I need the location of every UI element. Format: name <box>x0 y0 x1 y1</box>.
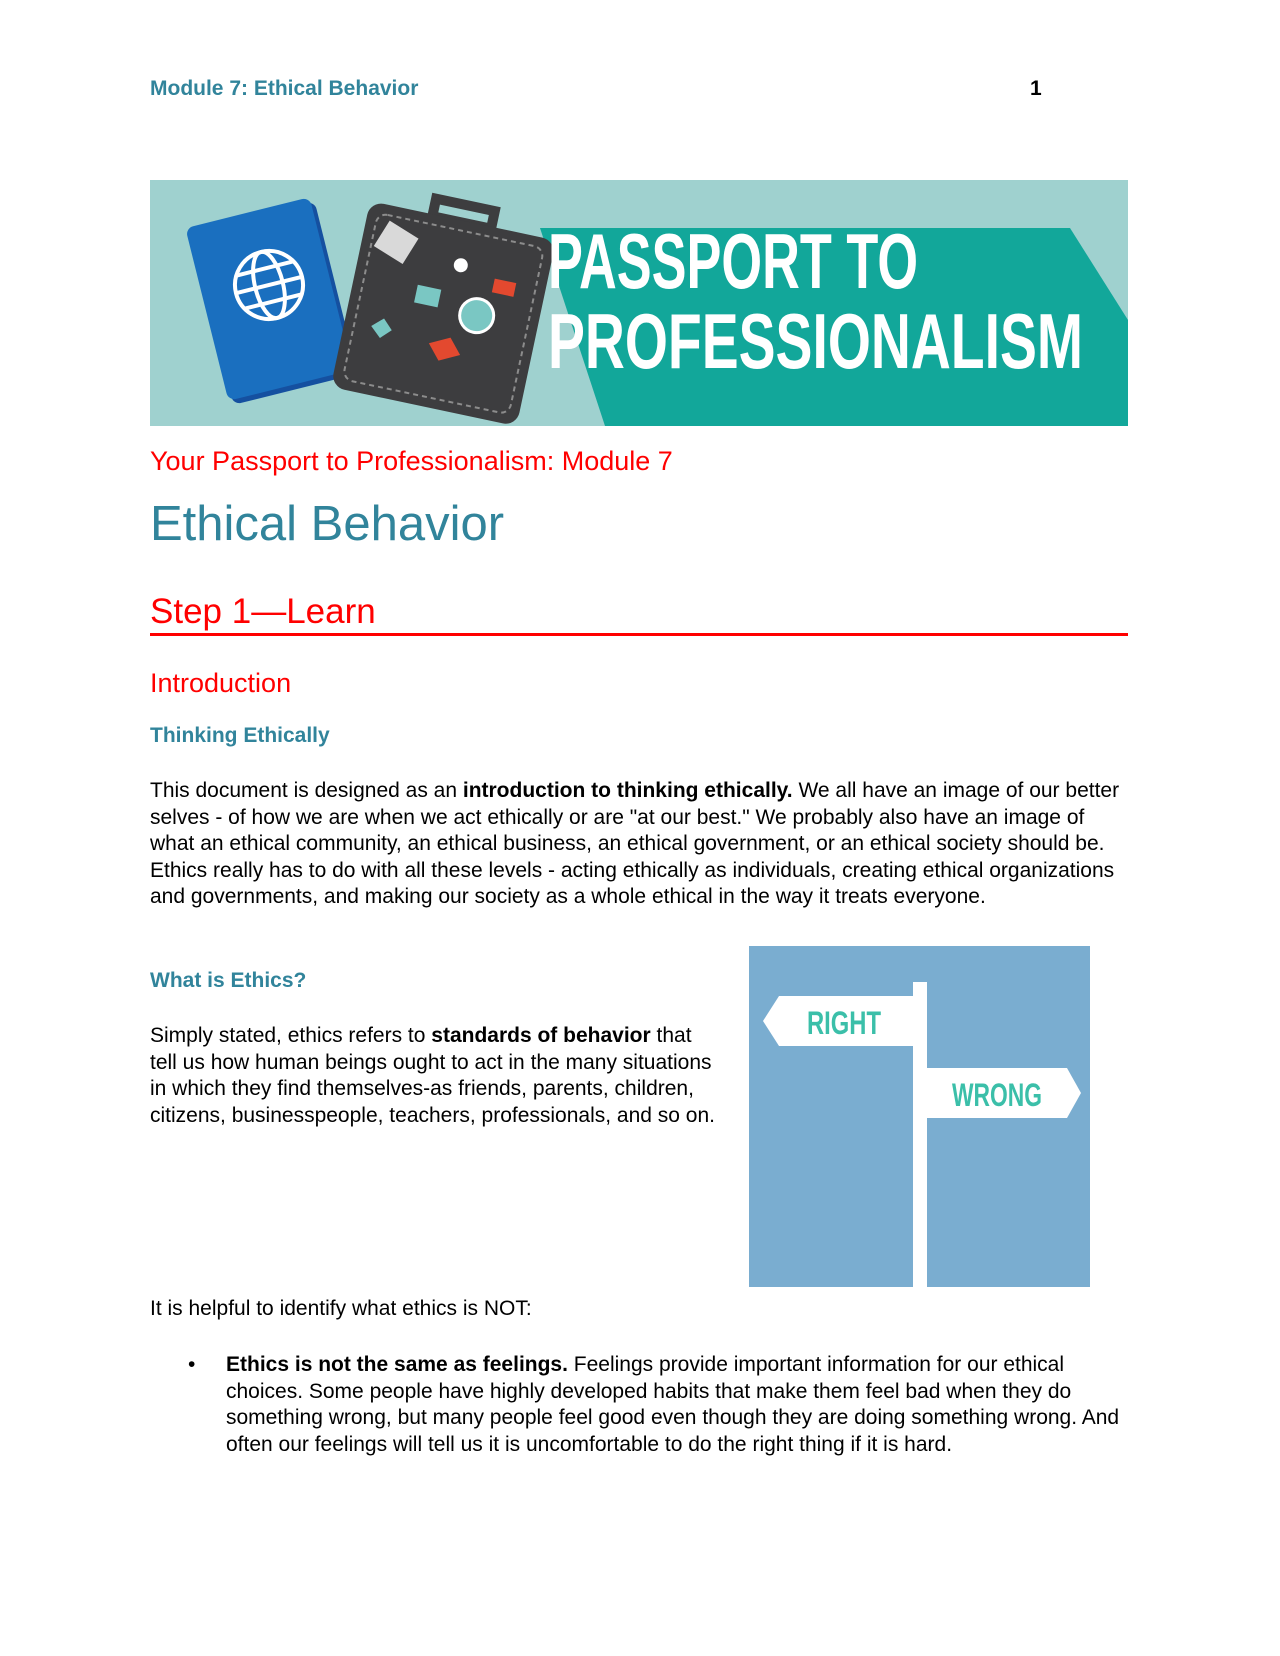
page-number: 1 <box>1030 77 1042 100</box>
running-header-title: Module 7: Ethical Behavior <box>150 77 419 100</box>
step-heading: Step 1—Learn <box>150 591 1128 636</box>
paragraph-ethics-is-not: It is helpful to identify what ethics is NOT: <box>150 1297 532 1320</box>
sign-right-label: RIGHT <box>807 1005 882 1041</box>
paragraph-what-is-ethics: Simply stated, ethics refers to standards of behavior that tell us how human beings ought to act in the many situations in which they find themselves-as friends, parents, children, citizens, businesspeople, teachers, professionals, and so on. <box>150 1024 716 1127</box>
list-item: • Ethics is not the same as feelings. Feelings provide important information for our ethical choices. Some people have highly developed habits that make them feel bad when they do something wrong, but many people feel good even though they are doing something wrong. And often our feelings will tell us it is uncomfortable to do the right thing if it is hard. <box>188 1353 1120 1456</box>
section-heading-introduction: Introduction <box>150 668 292 698</box>
banner-line1: PASSPORT TO <box>548 217 918 305</box>
page-title: Ethical Behavior <box>150 497 505 551</box>
passport-banner <box>150 180 1128 426</box>
heading-thinking-ethically: Thinking Ethically <box>150 724 330 747</box>
banner-line2: PROFESSIONALISM <box>548 297 1083 385</box>
heading-what-is-ethics: What is Ethics? <box>150 969 307 992</box>
right-wrong-signpost-image <box>749 946 1090 1287</box>
paragraph-thinking-ethically: This document is designed as an introduction to thinking ethically. We all have an image of our better selves - of how we are when we act ethically or are "at our best." We probably also have an image of what an ethical community, an ethical business, an ethical government, or an ethical society should be. Ethics really has to do with all these levels - acting ethically as individuals, creating ethical organizations and governments, and making our society as a whole ethical in the way it treats everyone. <box>150 779 1120 908</box>
sign-wrong-label: WRONG <box>952 1077 1042 1113</box>
module-subtitle: Your Passport to Professionalism: Module 7 <box>150 446 673 476</box>
bullet-icon: • <box>188 1353 196 1376</box>
ethics-not-list <box>150 1352 1120 1458</box>
